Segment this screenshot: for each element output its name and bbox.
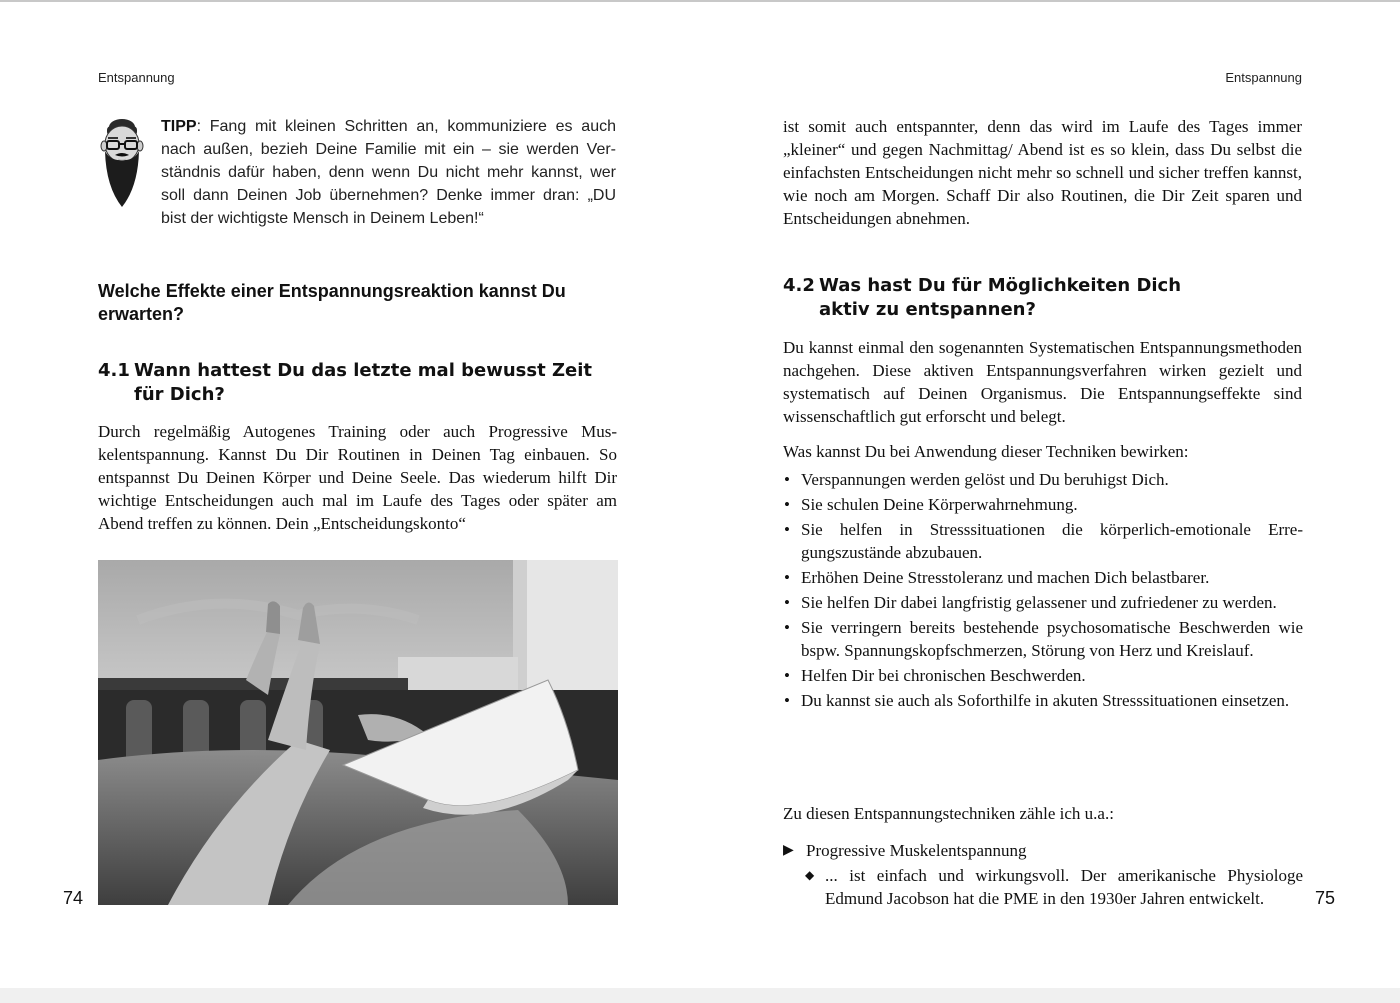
list-item: • Sie verringern bereits bestehende psychosomatische Beschwerden wie bspw. Spannungskopfschmerzen, Störung von Herz und Kreislauf. [784,618,1303,660]
page-number: 75 [1315,888,1336,908]
tipp-body: : Fang mit kleinen Schritten an, kommuniziere es auch nach außen, bezieh Deine Familie mit ein – sie werden Verständnis dafür haben, denn wenn Du nicht mehr kannst, wer soll dann Deinen Job übernehmen? Denke immer dran: „DU bist der wichtigste Mensch in Deinem Leben!“ [161,118,616,227]
section-heading-4-1 [98,359,618,409]
bullet-dot-icon: • [784,520,790,539]
section-heading-4-2 [783,274,1303,324]
bearded-man-avatar-icon [98,117,146,209]
effects-heading: Welche Effekte einer Entspannungsreaktion kannst Du erwarten? [98,281,566,324]
bullet-dot-icon: • [784,470,790,489]
list-item: • Du kannst sie auch als Soforthilfe in akuten Stresssituationen einsetzen. [784,691,1290,710]
bullet-dot-icon: • [784,593,790,612]
technique-description: ... ist einfach und wirkungsvoll. Der amerikanische Physiologe Edmund Jacobson hat die PME in den 1930er Jahren entwickelt. [825,866,1303,908]
methods-paragraph: Du kannst einmal den sogenannten Systematischen Entspannungsmethoden nachgehen. Diese aktiven Entspannungsverfahren wirken gezielt und systematisch auf Deinen Organismus. Die Entspannungseffekte sind wissenschaftlich gut erforscht und belegt. [783,338,1302,426]
bottom-strip [0,988,1400,1003]
triangle-bullet-icon: ▶ [783,843,794,858]
relaxing-person-photo [98,560,618,905]
bullet-dot-icon: • [784,666,790,685]
technique-label: Progressive Muskelentspannung [806,841,1027,860]
list-item: • Verspannungen werden gelöst und Du beruhigst Dich. [784,470,1169,489]
list-item: • Sie helfen in Stresssituationen die körperlich-emotionale Erregungszustände abzubauen. [784,520,1303,562]
section-number: 4.1 [98,360,130,381]
list-intro: Was kannst Du bei Anwendung dieser Techniken bewirken: [783,442,1189,461]
bullet-dot-icon: • [784,618,790,637]
diamond-bullet-icon: ◆ [805,868,815,882]
continuation-paragraph: ist somit auch entspannter, denn das wird im Laufe des Tages immer „kleiner“ und gegen Nachmittag/ Abend ist es so klein, dass Du selbst die einfachsten Entscheidungen nicht mehr so schnell und sicher treffen kannst, wie noch am Morgen. Schaff Dir also Routinen, die Dir Zeit sparen und Entscheidungen abnehmen. [783,117,1302,228]
section-title: Wann hattest Du das letzte mal bewusst Zeit für Dich? [134,360,592,405]
body-paragraph: Durch regelmäßig Autogenes Training oder auch Progressive Muskelentspannung. Kannst Du Dir Routinen in Deinen Tag einbauen. So entspannst Du Deinen Körper und Deine Seele. Das wiederum hilft Dir wichtige Entscheidungen auch mal im Laufe des Tages oder später am Abend treffen zu können. Dein „Entscheidungskonto“ [98,422,617,533]
running-head: Entspannung [1225,70,1302,85]
list-item: • Helfen Dir bei chronischen Beschwerden. [784,666,1086,685]
bullet-dot-icon: • [784,568,790,587]
section-title: Was hast Du für Möglichkeiten Dich aktiv zu entspannen? [819,275,1182,320]
tipp-text [161,115,616,230]
techniques-intro: Zu diesen Entspannungstechniken zähle ich u.a.: [783,804,1114,823]
effects-bullet-list [783,468,1303,714]
section-number: 4.2 [783,275,815,296]
list-item: • Sie schulen Deine Körperwahrnehmung. [784,495,1078,514]
bullet-dot-icon: • [784,691,790,710]
page-number: 74 [63,888,84,908]
left-page [0,0,700,988]
tipp-label: TIPP [161,118,197,135]
list-item: • Erhöhen Deine Stresstoleranz und machen Dich belastbarer. [784,568,1210,587]
running-head: Entspannung [98,70,175,85]
bullet-dot-icon: • [784,495,790,514]
list-item: • Sie helfen Dir dabei langfristig gelassener und zufriedener zu werden. [784,593,1277,612]
